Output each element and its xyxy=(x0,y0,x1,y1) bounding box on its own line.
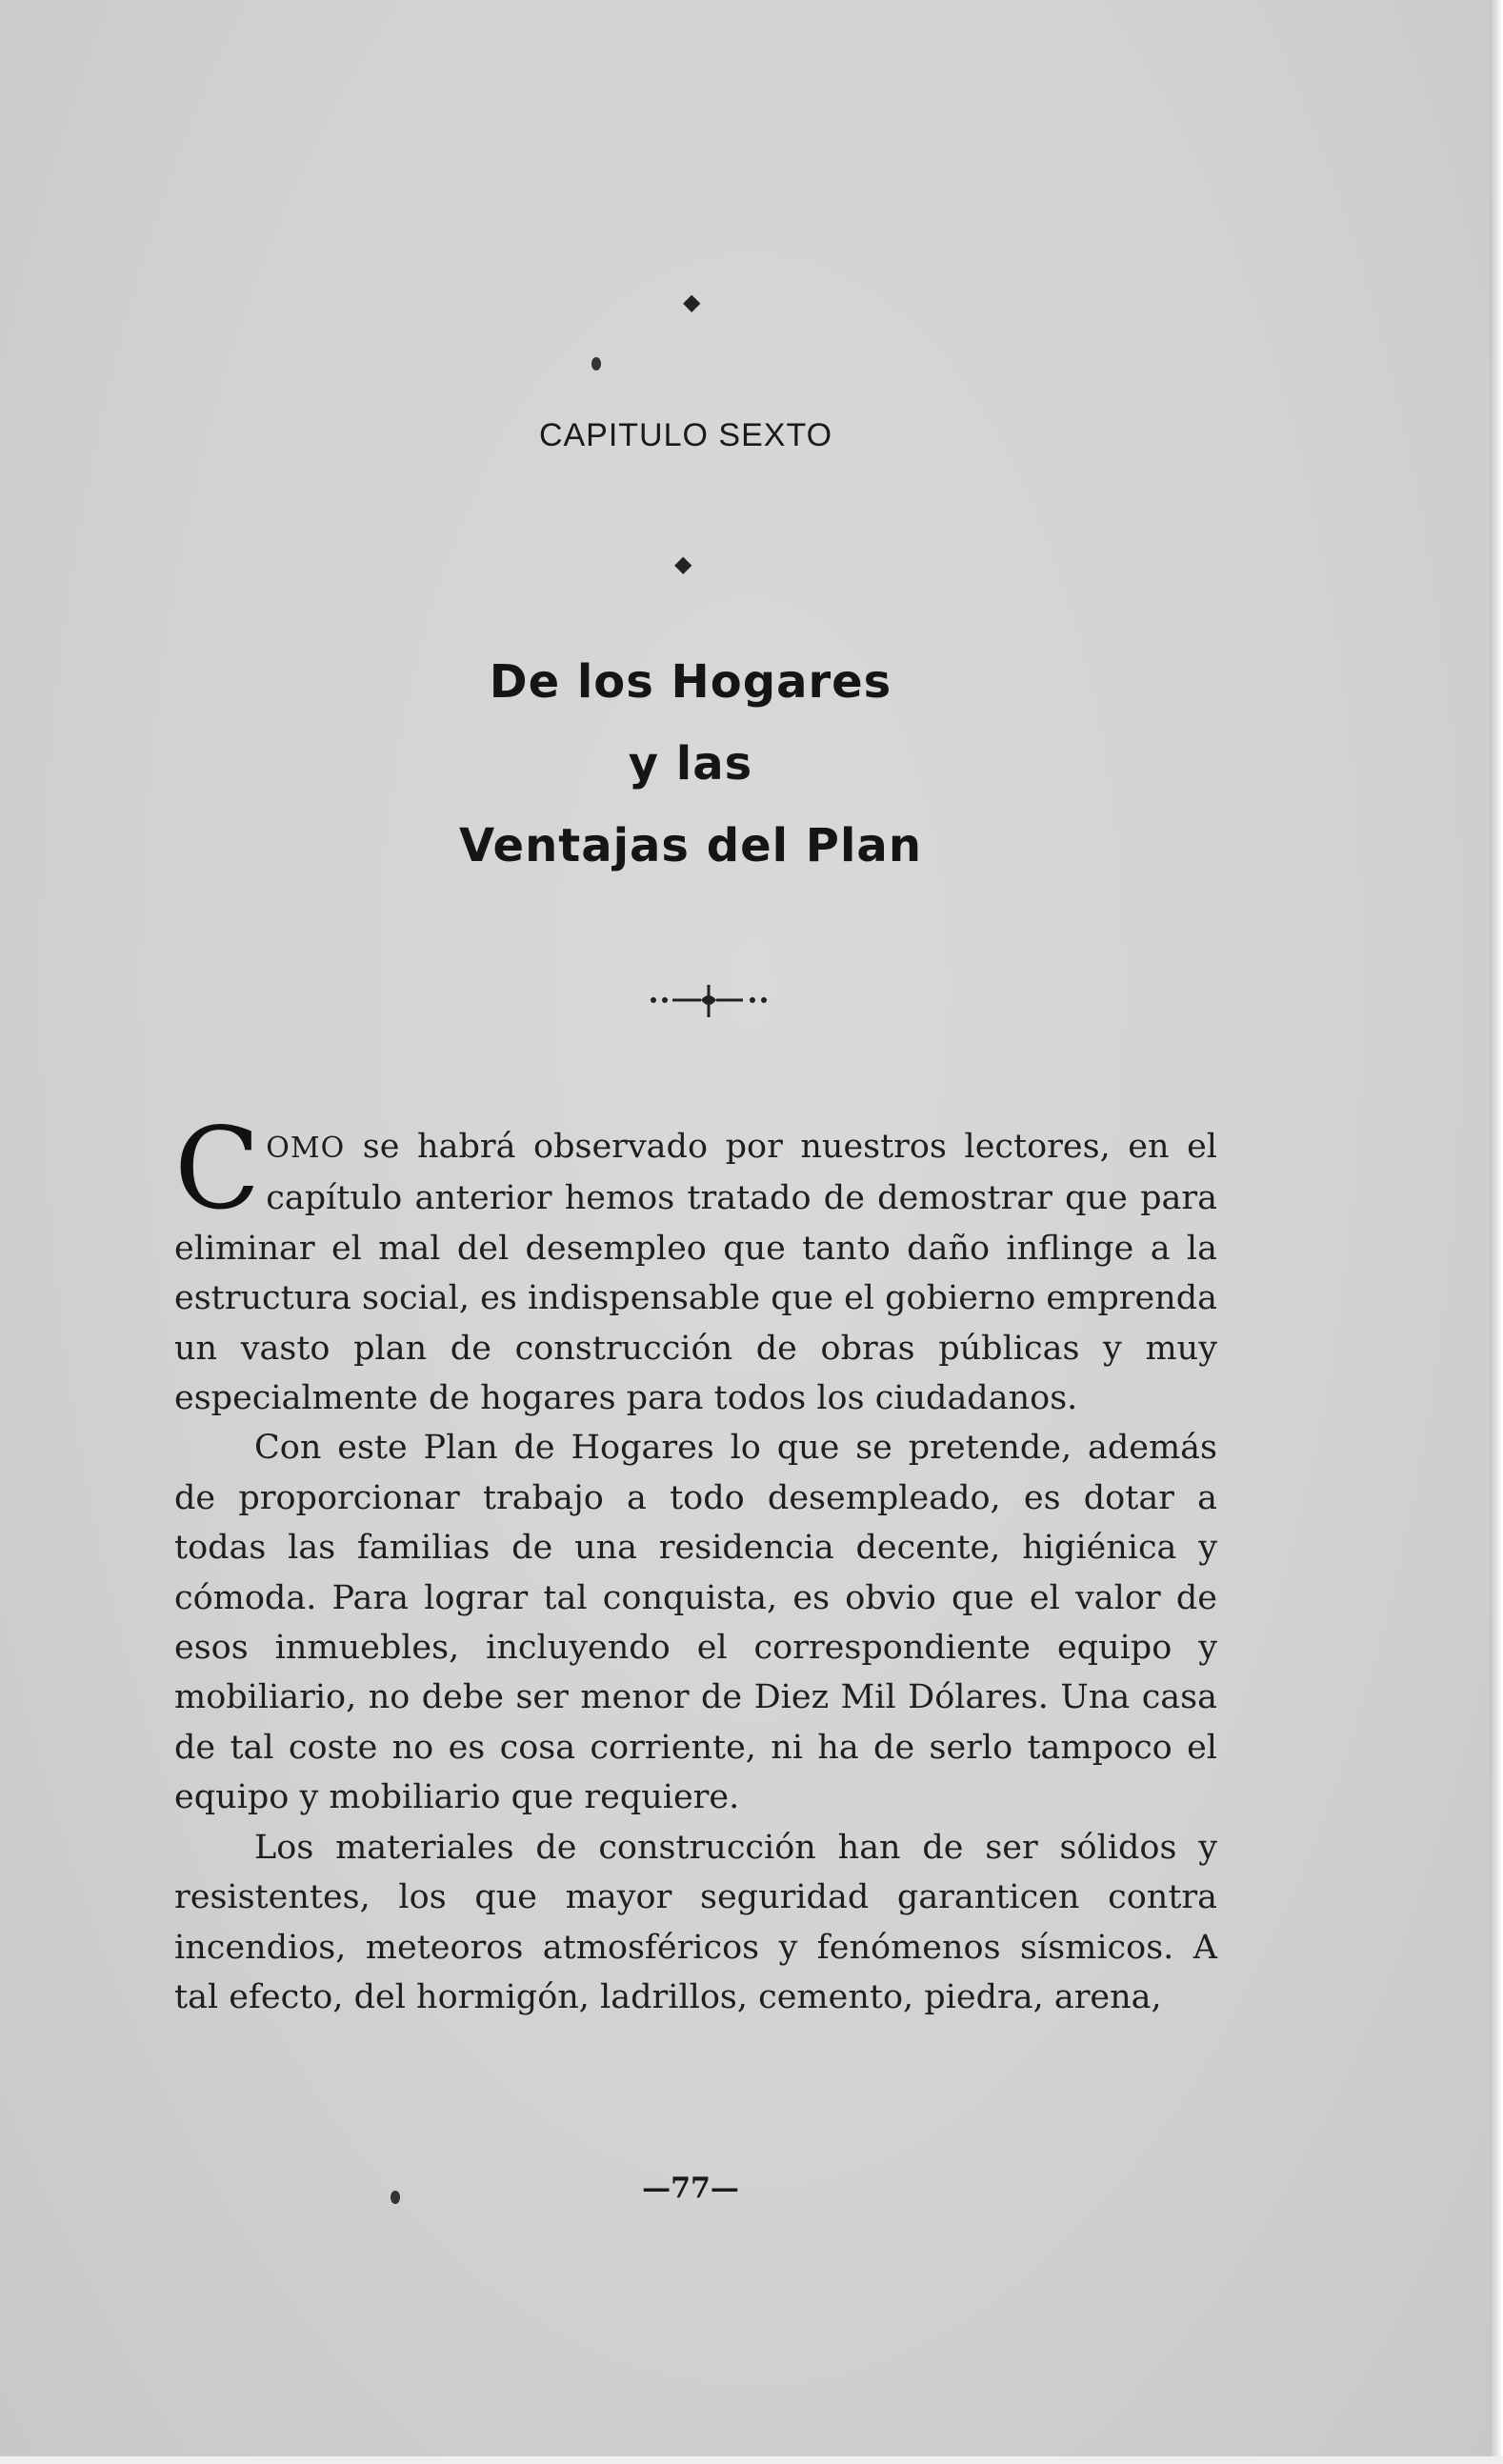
chapter-title-line-1: De los Hogares xyxy=(489,655,892,709)
chapter-title-line-3: Ventajas del Plan xyxy=(459,819,922,872)
ink-spot-top xyxy=(591,357,601,371)
paragraph-1-text: se habrá observado por nuestros lectores, en el capítulo anterior hemos tratado de demostrar que para eliminar el mal del desempleo que tanto daño inflinge a la estructura social, es indispensable que el gobierno emprenda un vasto plan de construcción de obras públicas y muy especialmente de hogares para todos los ciudadanos. xyxy=(174,1128,1217,1418)
chapter-title-line-2: y las xyxy=(628,737,753,791)
diamond-ornament-middle: ◆ xyxy=(674,551,692,577)
page-edge-bottom xyxy=(0,2456,1503,2464)
paragraph-2: Con este Plan de Hogares lo que se pretende, además de proporcionar trabajo a todo desempleado, es dotar a todas las familias de una residencia decente, higiénica y cómoda. Para lograr tal conquista, es obvio que el valor de esos inmuebles, incluyendo el correspondiente equipo y mobiliario, no debe ser menor de Diez Mil Dólares. Una casa de tal coste no es cosa corriente, ni ha de serlo tampoco el equipo y mobiliario que requiere. xyxy=(174,1429,1217,1817)
page-edge-right xyxy=(1490,0,1503,2464)
diamond-ornament-top: ◆ xyxy=(683,289,701,315)
drop-cap: C xyxy=(174,1103,261,1234)
chapter-label: CAPITULO SEXTO xyxy=(538,417,833,453)
fleuron-divider-icon xyxy=(648,981,772,1019)
body-text xyxy=(174,1103,1217,2022)
paragraph-3: Los materiales de construcción han de ser sólidos y resistentes, los que mayor seguridad garanticen contra incendios, meteoros atmosféricos y fenómenos sísmicos. A tal efecto, del hormigón, ladrillos, cemento, piedra, arena, xyxy=(174,1828,1217,2016)
paragraph-1 xyxy=(174,1103,1217,1423)
page-number: —77— xyxy=(642,2172,739,2205)
first-word-smallcaps: OMO xyxy=(266,1132,346,1165)
